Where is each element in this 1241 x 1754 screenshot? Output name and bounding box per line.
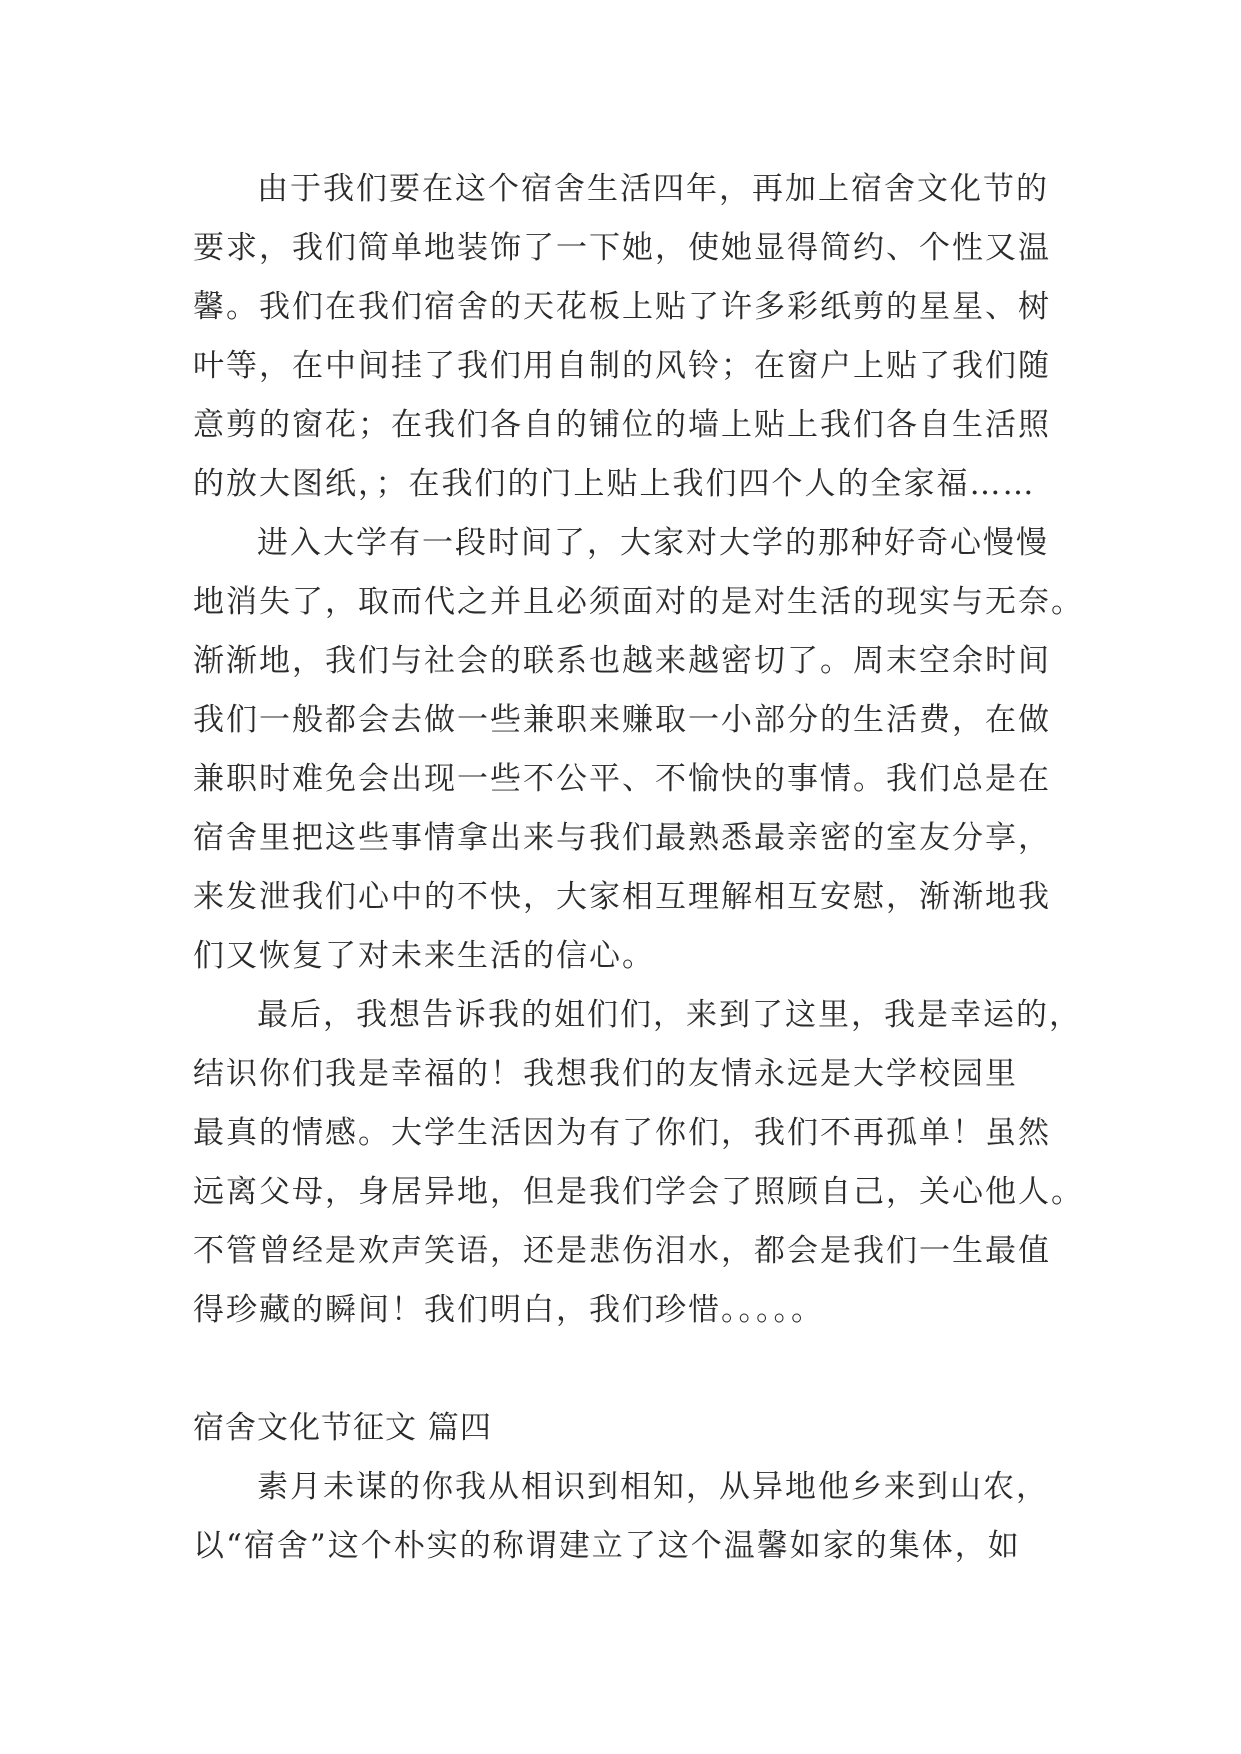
paragraph-line: 最真的情感。大学生活因为有了你们，我们不再孤单！虽然 — [193, 1115, 1051, 1151]
paragraph-line: 最后，我想告诉我的姐们们，来到了这里，我是幸运的， — [257, 997, 1082, 1033]
paragraph-line: 素月未谋的你我从相识到相知，从异地他乡来到山农， — [257, 1469, 1049, 1505]
paragraph-line: 馨。我们在我们宿舍的天花板上贴了许多彩纸剪的星星、树 — [193, 289, 1051, 325]
section-heading: 宿舍文化节征文 篇四 — [193, 1410, 492, 1446]
paragraph-line: 叶等，在中间挂了我们用自制的风铃；在窗户上贴了我们随 — [193, 348, 1051, 384]
paragraph-line: 不管曾经是欢声笑语，还是悲伤泪水，都会是我们一生最值 — [193, 1233, 1051, 1269]
paragraph-line: 得珍藏的瞬间！我们明白，我们珍惜。。。。。 — [193, 1292, 824, 1328]
paragraph-line: 由于我们要在这个宿舍生活四年，再加上宿舍文化节的 — [257, 171, 1049, 207]
paragraph-1 — [193, 160, 1053, 514]
document-body — [193, 160, 1084, 1576]
paragraph-line: 以“宿舍”这个朴实的称谓建立了这个温馨如家的集体，如 — [193, 1528, 1021, 1564]
paragraph-line: 进入大学有一段时间了，大家对大学的那种好奇心慢慢 — [257, 525, 1049, 561]
paragraph-line: 远离父母，身居异地，但是我们学会了照顾自己，关心他人。 — [193, 1174, 1084, 1210]
paragraph-line: 来发泄我们心中的不快，大家相互理解相互安慰，渐渐地我 — [193, 879, 1051, 915]
paragraph-line: 的放大图纸，；在我们的门上贴上我们四个人的全家福…… — [193, 466, 1036, 502]
paragraph-line: 们又恢复了对未来生活的信心。 — [193, 938, 655, 974]
paragraph-line: 要求，我们简单地装饰了一下她，使她显得简约、个性又温 — [193, 230, 1051, 266]
paragraph-line: 我们一般都会去做一些兼职来赚取一小部分的生活费，在做 — [193, 702, 1051, 738]
section-gap — [193, 1340, 1053, 1399]
paragraph-3 — [193, 986, 1084, 1340]
paragraph-line: 渐渐地，我们与社会的联系也越来越密切了。周末空余时间 — [193, 643, 1051, 679]
paragraph-line: 意剪的窗花；在我们各自的铺位的墙上贴上我们各自生活照 — [193, 407, 1051, 443]
paragraph-4 — [193, 1458, 1053, 1576]
paragraph-line: 兼职时难免会出现一些不公平、不愉快的事情。我们总是在 — [193, 761, 1051, 797]
paragraph-2 — [193, 514, 1084, 986]
paragraph-line: 地消失了，取而代之并且必须面对的是对生活的现实与无奈。 — [193, 584, 1084, 620]
paragraph-line: 结识你们我是幸福的！我想我们的友情永远是大学校园里 — [193, 1056, 1018, 1092]
paragraph-line: 宿舍里把这些事情拿出来与我们最熟悉最亲密的室友分享， — [193, 820, 1051, 856]
